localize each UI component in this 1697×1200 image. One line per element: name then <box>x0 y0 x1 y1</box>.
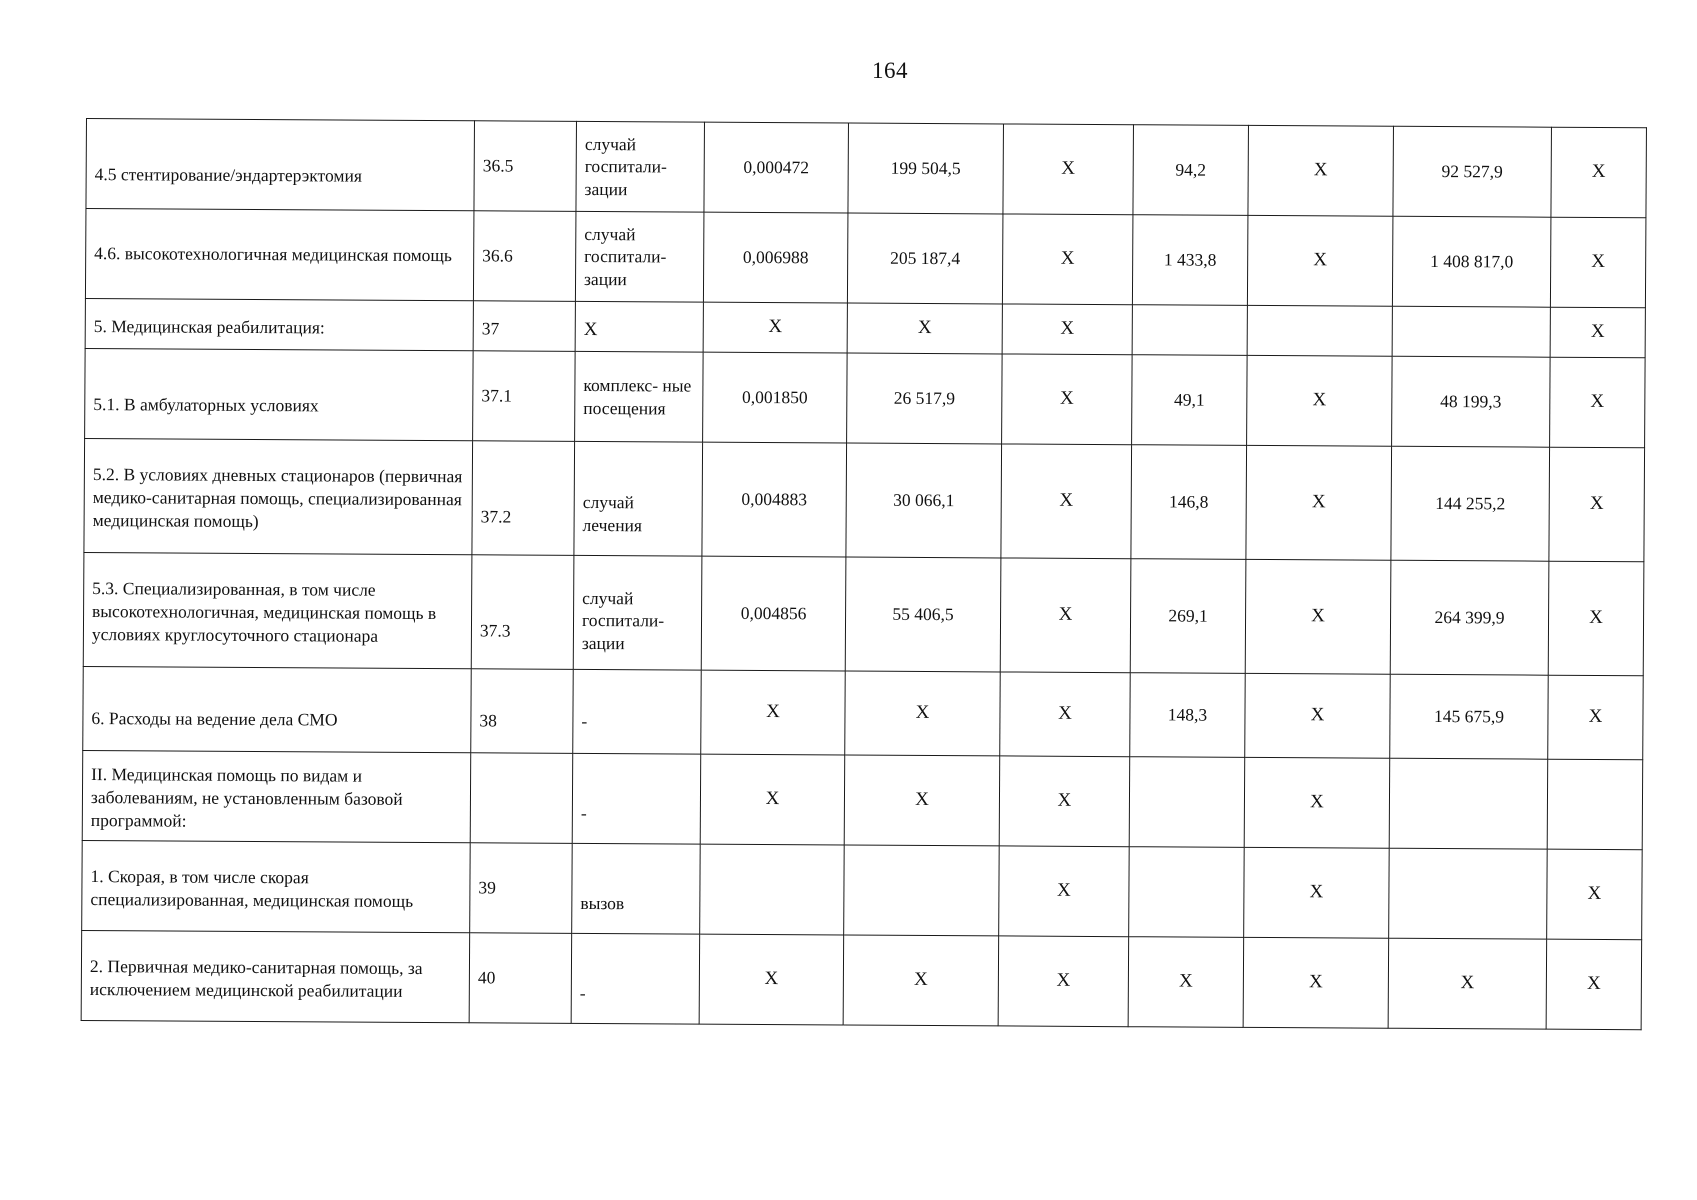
row-value-2: 30 066,1 <box>846 443 1002 558</box>
row-unit: X <box>575 301 703 352</box>
row-value-4: 269,1 <box>1130 559 1246 674</box>
table-row <box>85 348 1646 447</box>
table-row <box>85 209 1646 308</box>
row-name-cell: 1. Скорая, в том числе скорая специализированная, медицинская помощь <box>82 840 471 932</box>
row-value-3: X <box>1001 444 1132 559</box>
row-unit: случай госпитали- зации <box>576 121 705 212</box>
row-value-4 <box>1129 847 1245 938</box>
row-value-5: X <box>1245 559 1391 674</box>
row-line-number: 37.2 <box>472 441 575 556</box>
row-value-6: 264 399,9 <box>1390 560 1549 675</box>
row-value-7: X <box>1550 217 1646 308</box>
row-value-6: 92 527,9 <box>1393 126 1552 217</box>
row-name-cell: II. Медицинская помощь по видам и заболеваниям, не установленным базовой программой: <box>82 750 471 842</box>
row-value-5: X <box>1247 355 1393 446</box>
row-unit: - <box>573 669 701 754</box>
row-value-6: 145 675,9 <box>1390 674 1548 759</box>
row-unit: - <box>572 753 701 844</box>
row-value-2: X <box>845 671 1000 756</box>
row-line-number: 37 <box>473 301 575 352</box>
row-name-cell: 5. Медицинская реабилитация: <box>85 298 473 350</box>
row-name-cell: 5.1. В амбулаторных условиях <box>85 348 474 440</box>
row-value-7: X <box>1551 127 1647 218</box>
row-value-2 <box>844 845 1000 936</box>
row-value-4: X <box>1128 937 1244 1028</box>
row-value-5: X <box>1245 673 1390 758</box>
table-row <box>83 552 1644 675</box>
row-value-1: X <box>699 934 844 1025</box>
row-value-3: X <box>1000 558 1131 673</box>
row-value-2: 55 406,5 <box>845 557 1001 672</box>
row-value-5: X <box>1243 937 1389 1028</box>
row-value-1: 0,006988 <box>703 212 848 303</box>
row-value-7: X <box>1548 675 1643 760</box>
table-row <box>81 930 1642 1029</box>
row-value-3: X <box>1002 304 1132 355</box>
row-value-3: X <box>1003 124 1134 215</box>
row-line-number <box>470 753 573 844</box>
row-value-5: X <box>1244 847 1390 938</box>
row-name-cell: 4.6. высокотехнологичная медицинская помощь <box>85 209 474 301</box>
table-row <box>82 750 1643 849</box>
page-number: 164 <box>872 58 908 83</box>
row-value-7 <box>1547 759 1643 850</box>
table-row <box>84 438 1645 561</box>
row-line-number: 38 <box>471 669 573 754</box>
row-unit: случай госпитали- зации <box>575 211 704 302</box>
row-unit: - <box>571 933 700 1024</box>
row-value-1: 0,001850 <box>703 352 848 443</box>
row-value-7: X <box>1550 307 1645 358</box>
row-value-4: 148,3 <box>1130 673 1245 758</box>
row-value-7: X <box>1550 357 1646 448</box>
row-value-1: X <box>701 670 845 755</box>
row-value-7: X <box>1546 939 1642 1030</box>
row-value-5 <box>1247 305 1392 356</box>
row-line-number: 36.6 <box>473 211 576 302</box>
row-unit: вызов <box>572 843 701 934</box>
table-sheet <box>81 118 1647 1030</box>
row-value-6 <box>1389 758 1548 849</box>
row-value-2: X <box>844 755 1000 846</box>
row-value-4: 49,1 <box>1132 355 1248 446</box>
row-value-1: X <box>700 754 845 845</box>
row-value-5: X <box>1246 445 1392 560</box>
row-name-cell: 2. Первичная медико-санитарная помощь, за исключением медицинской реабилитации <box>81 930 470 1022</box>
row-value-4: 94,2 <box>1133 125 1249 216</box>
row-value-2: X <box>847 303 1002 354</box>
row-value-4 <box>1129 757 1245 848</box>
row-unit: случай госпитали- зации <box>573 555 702 670</box>
row-unit: комплекс- ные посещения <box>575 351 704 442</box>
row-value-1: 0,004883 <box>702 442 847 557</box>
row-value-6: 144 255,2 <box>1391 446 1550 561</box>
row-value-3: X <box>999 846 1130 937</box>
row-name-cell: 5.2. В условиях дневных стационаров (первичная медико-санитарная помощь, специализированная медицинская помощь) <box>84 438 473 554</box>
row-value-1: 0,000472 <box>704 122 849 213</box>
row-line-number: 37.3 <box>471 555 574 670</box>
row-value-5: X <box>1244 757 1390 848</box>
row-value-6: X <box>1388 938 1547 1029</box>
row-value-7: X <box>1549 447 1645 562</box>
row-value-4: 146,8 <box>1131 445 1247 560</box>
row-value-6 <box>1392 306 1550 357</box>
row-value-2: X <box>843 935 999 1026</box>
row-value-4: 1 433,8 <box>1132 215 1248 306</box>
table-row <box>86 119 1647 218</box>
row-value-3: X <box>1000 672 1130 757</box>
medical-care-table <box>81 118 1647 1030</box>
row-value-3: X <box>999 756 1130 847</box>
row-value-1: X <box>703 302 847 353</box>
row-value-6: 48 199,3 <box>1392 356 1551 447</box>
row-value-7: X <box>1547 849 1643 940</box>
row-value-3: X <box>1002 354 1133 445</box>
row-name-cell: 4.5 стентирование/эндартерэктомия <box>86 119 475 211</box>
row-value-2: 26 517,9 <box>847 353 1003 444</box>
row-line-number: 37.1 <box>473 351 576 442</box>
row-value-3: X <box>1002 214 1133 305</box>
table-row <box>85 298 1645 357</box>
row-name-cell: 6. Расходы на ведение дела СМО <box>83 666 471 752</box>
row-value-5: X <box>1247 215 1393 306</box>
table-row <box>82 840 1643 939</box>
row-unit: случай лечения <box>574 441 703 556</box>
row-value-2: 199 504,5 <box>848 123 1004 214</box>
row-value-6: 1 408 817,0 <box>1392 216 1551 307</box>
row-value-2: 205 187,4 <box>847 213 1003 304</box>
row-value-7: X <box>1548 561 1644 676</box>
row-value-3: X <box>998 936 1129 1027</box>
row-value-4 <box>1132 305 1247 356</box>
row-value-1 <box>700 844 845 935</box>
row-value-6 <box>1389 848 1548 939</box>
row-line-number: 39 <box>470 843 573 934</box>
row-line-number: 36.5 <box>474 121 577 212</box>
row-value-1: 0,004856 <box>701 556 846 671</box>
row-value-5: X <box>1248 125 1394 216</box>
table-row <box>83 666 1643 759</box>
row-line-number: 40 <box>469 933 572 1024</box>
row-name-cell: 5.3. Специализированная, в том числе высокотехнологичная, медицинская помощь в условиях круглосуточного стационара <box>83 552 472 668</box>
